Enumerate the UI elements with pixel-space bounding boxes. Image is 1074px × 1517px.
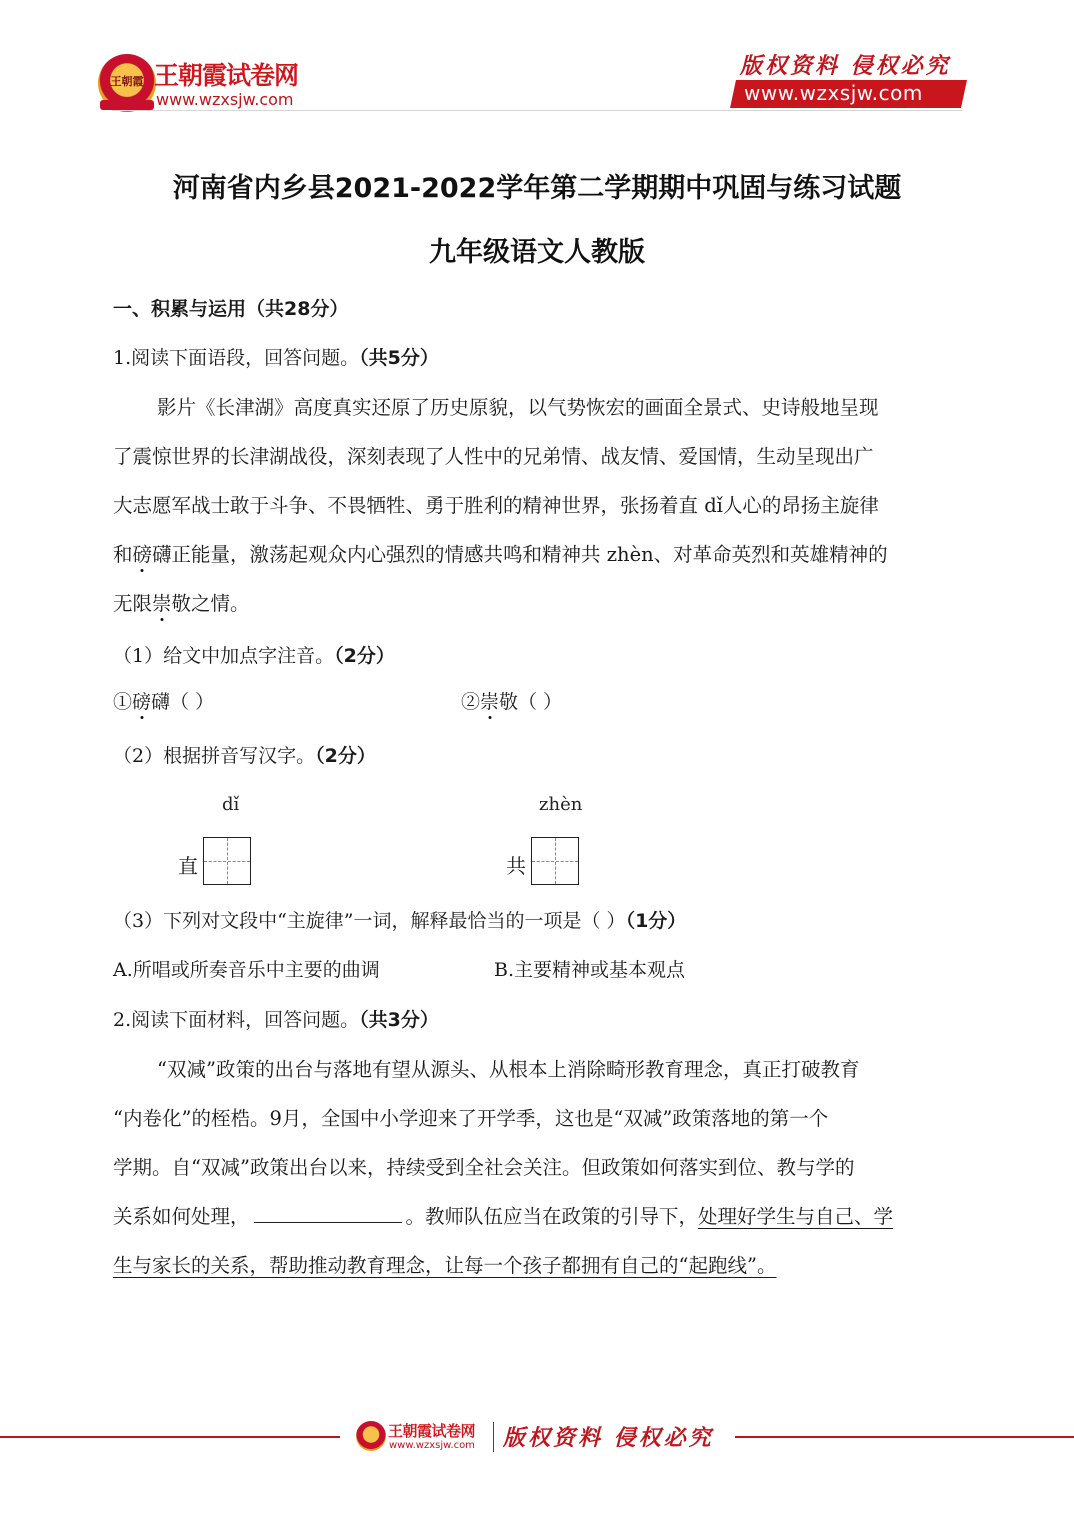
subquestion-score: （2分）	[315, 745, 376, 767]
dotted-character: 磅	[132, 691, 152, 713]
option-answer-blank[interactable]: 礴（ ）	[151, 691, 215, 713]
question-2-text: 2.阅读下面材料，回答问题。	[113, 1009, 360, 1031]
footer-brand-name: 王朝霞试卷网	[388, 1422, 476, 1440]
passage-fragment: 关系如何处理，	[113, 1205, 250, 1228]
passage-fragment: 无限	[113, 592, 153, 615]
subquestion-3	[113, 909, 686, 933]
pinyin-hint-1: dǐ	[222, 794, 240, 815]
subquestion-1	[113, 644, 395, 668]
passage-fragment: 礴正能量，激荡起观众内心强烈的情感共鸣和精神共 zhèn、对革命英烈和英雄精神的	[152, 543, 888, 566]
choice-a[interactable]: A.所唱或所奏音乐中主要的曲调	[113, 959, 380, 981]
fill-in-blank[interactable]	[254, 1203, 402, 1223]
footer-divider-right	[735, 1436, 1074, 1438]
passage-line: 大志愿军战士敢于斗争、不畏牺牲、勇于胜利的精神世界，张扬着直 dǐ人心的昂扬主旋律	[113, 494, 879, 517]
dotted-character: 崇	[152, 592, 172, 615]
footer-divider-left	[0, 1436, 340, 1438]
url-banner-text[interactable]: www.wzxsjw.com	[744, 81, 923, 105]
subquestion-text: （2）根据拼音写汉字。	[113, 745, 316, 767]
passage-line	[113, 530, 964, 579]
pinyin-option-1	[113, 690, 214, 714]
subquestion-score: （1分）	[625, 910, 687, 932]
subquestion-score: （2分）	[334, 645, 395, 667]
passage-line	[113, 579, 964, 628]
question-2-passage	[113, 1045, 964, 1290]
exam-subtitle: 九年级语文人教版	[429, 237, 645, 268]
logo-ribbon	[100, 100, 154, 110]
option-number: ②	[461, 691, 481, 713]
passage-line: “内卷化”的桎梏。9月，全国中小学迎来了开学季，这也是“双减”政策落地的第一个	[113, 1107, 829, 1130]
character-writing-box[interactable]	[531, 837, 579, 885]
passage-line: 学期。自“双减”政策出台以来，持续受到全社会关注。但政策如何落实到位、教与学的	[113, 1156, 855, 1179]
passage-line	[113, 1241, 964, 1290]
subquestion-2	[113, 744, 376, 768]
character-label-2: 共	[506, 854, 526, 878]
footer-brand-url[interactable]: www.wzxsjw.com	[389, 1440, 475, 1451]
footer-copyright: 版权资料 侵权必究	[503, 1425, 714, 1451]
exam-title: 河南省内乡县2021-2022学年第二学期期中巩固与练习试题	[172, 173, 902, 204]
question-2-stem	[113, 1008, 439, 1032]
footer-logo-icon	[356, 1421, 386, 1451]
option-answer-blank[interactable]: 敬（ ）	[499, 691, 563, 713]
pinyin-hint-2: zhèn	[539, 794, 583, 815]
brand-name: 王朝霞试卷网	[154, 61, 299, 90]
question-1-score: （共5分）	[359, 347, 439, 369]
passage-fragment: 敬之情。	[171, 592, 250, 615]
question-1-stem	[113, 346, 439, 370]
brand-logo-icon	[98, 54, 156, 112]
dotted-character: 磅	[132, 543, 153, 566]
logo-seal-text: 王朝霞	[110, 75, 144, 88]
subquestion-text: （3）下列对文段中“主旋律”一词，解释最恰当的一项是（ ）	[113, 910, 626, 932]
subquestion-text: （1）给文中加点字注音。	[113, 645, 335, 667]
passage-line: 了震惊世界的长津湖战役，深刻表现了人性中的兄弟情、战友情、爱国情，生动呈现出广	[113, 445, 874, 468]
question-2-score: （共3分）	[359, 1009, 439, 1031]
copyright-notice: 版权资料 侵权必究	[740, 53, 951, 79]
question-1-passage	[113, 383, 964, 628]
question-1-text: 1.阅读下面语段，回答问题。	[113, 347, 360, 369]
dotted-character: 崇	[480, 691, 500, 713]
pinyin-option-2	[461, 690, 562, 714]
underlined-sentence: 生与家长的关系，帮助推动教育理念，让每一个孩子都拥有自己的“起跑线”。	[113, 1254, 777, 1277]
footer-separator	[493, 1422, 494, 1452]
header-divider	[112, 110, 962, 111]
passage-line	[113, 1192, 964, 1241]
brand-url[interactable]: www.wzxsjw.com	[156, 90, 294, 109]
passage-fragment: 。教师队伍应当在政策的引导下，	[405, 1205, 699, 1228]
passage-fragment: 和	[113, 543, 133, 566]
section-heading: 一、积累与运用（共28分）	[113, 298, 349, 320]
passage-line: “双减”政策的出台与落地有望从源头、从根本上消除畸形教育理念，真正打破教育	[157, 1058, 860, 1081]
character-writing-box[interactable]	[203, 837, 251, 885]
underlined-sentence: 处理好学生与自己、学	[698, 1205, 894, 1228]
character-label-1: 直	[178, 854, 198, 878]
passage-line: 影片《长津湖》高度真实还原了历史原貌，以气势恢宏的画面全景式、史诗般地呈现	[157, 396, 879, 419]
option-number: ①	[113, 691, 133, 713]
choice-b[interactable]: B.主要精神或基本观点	[494, 959, 686, 981]
